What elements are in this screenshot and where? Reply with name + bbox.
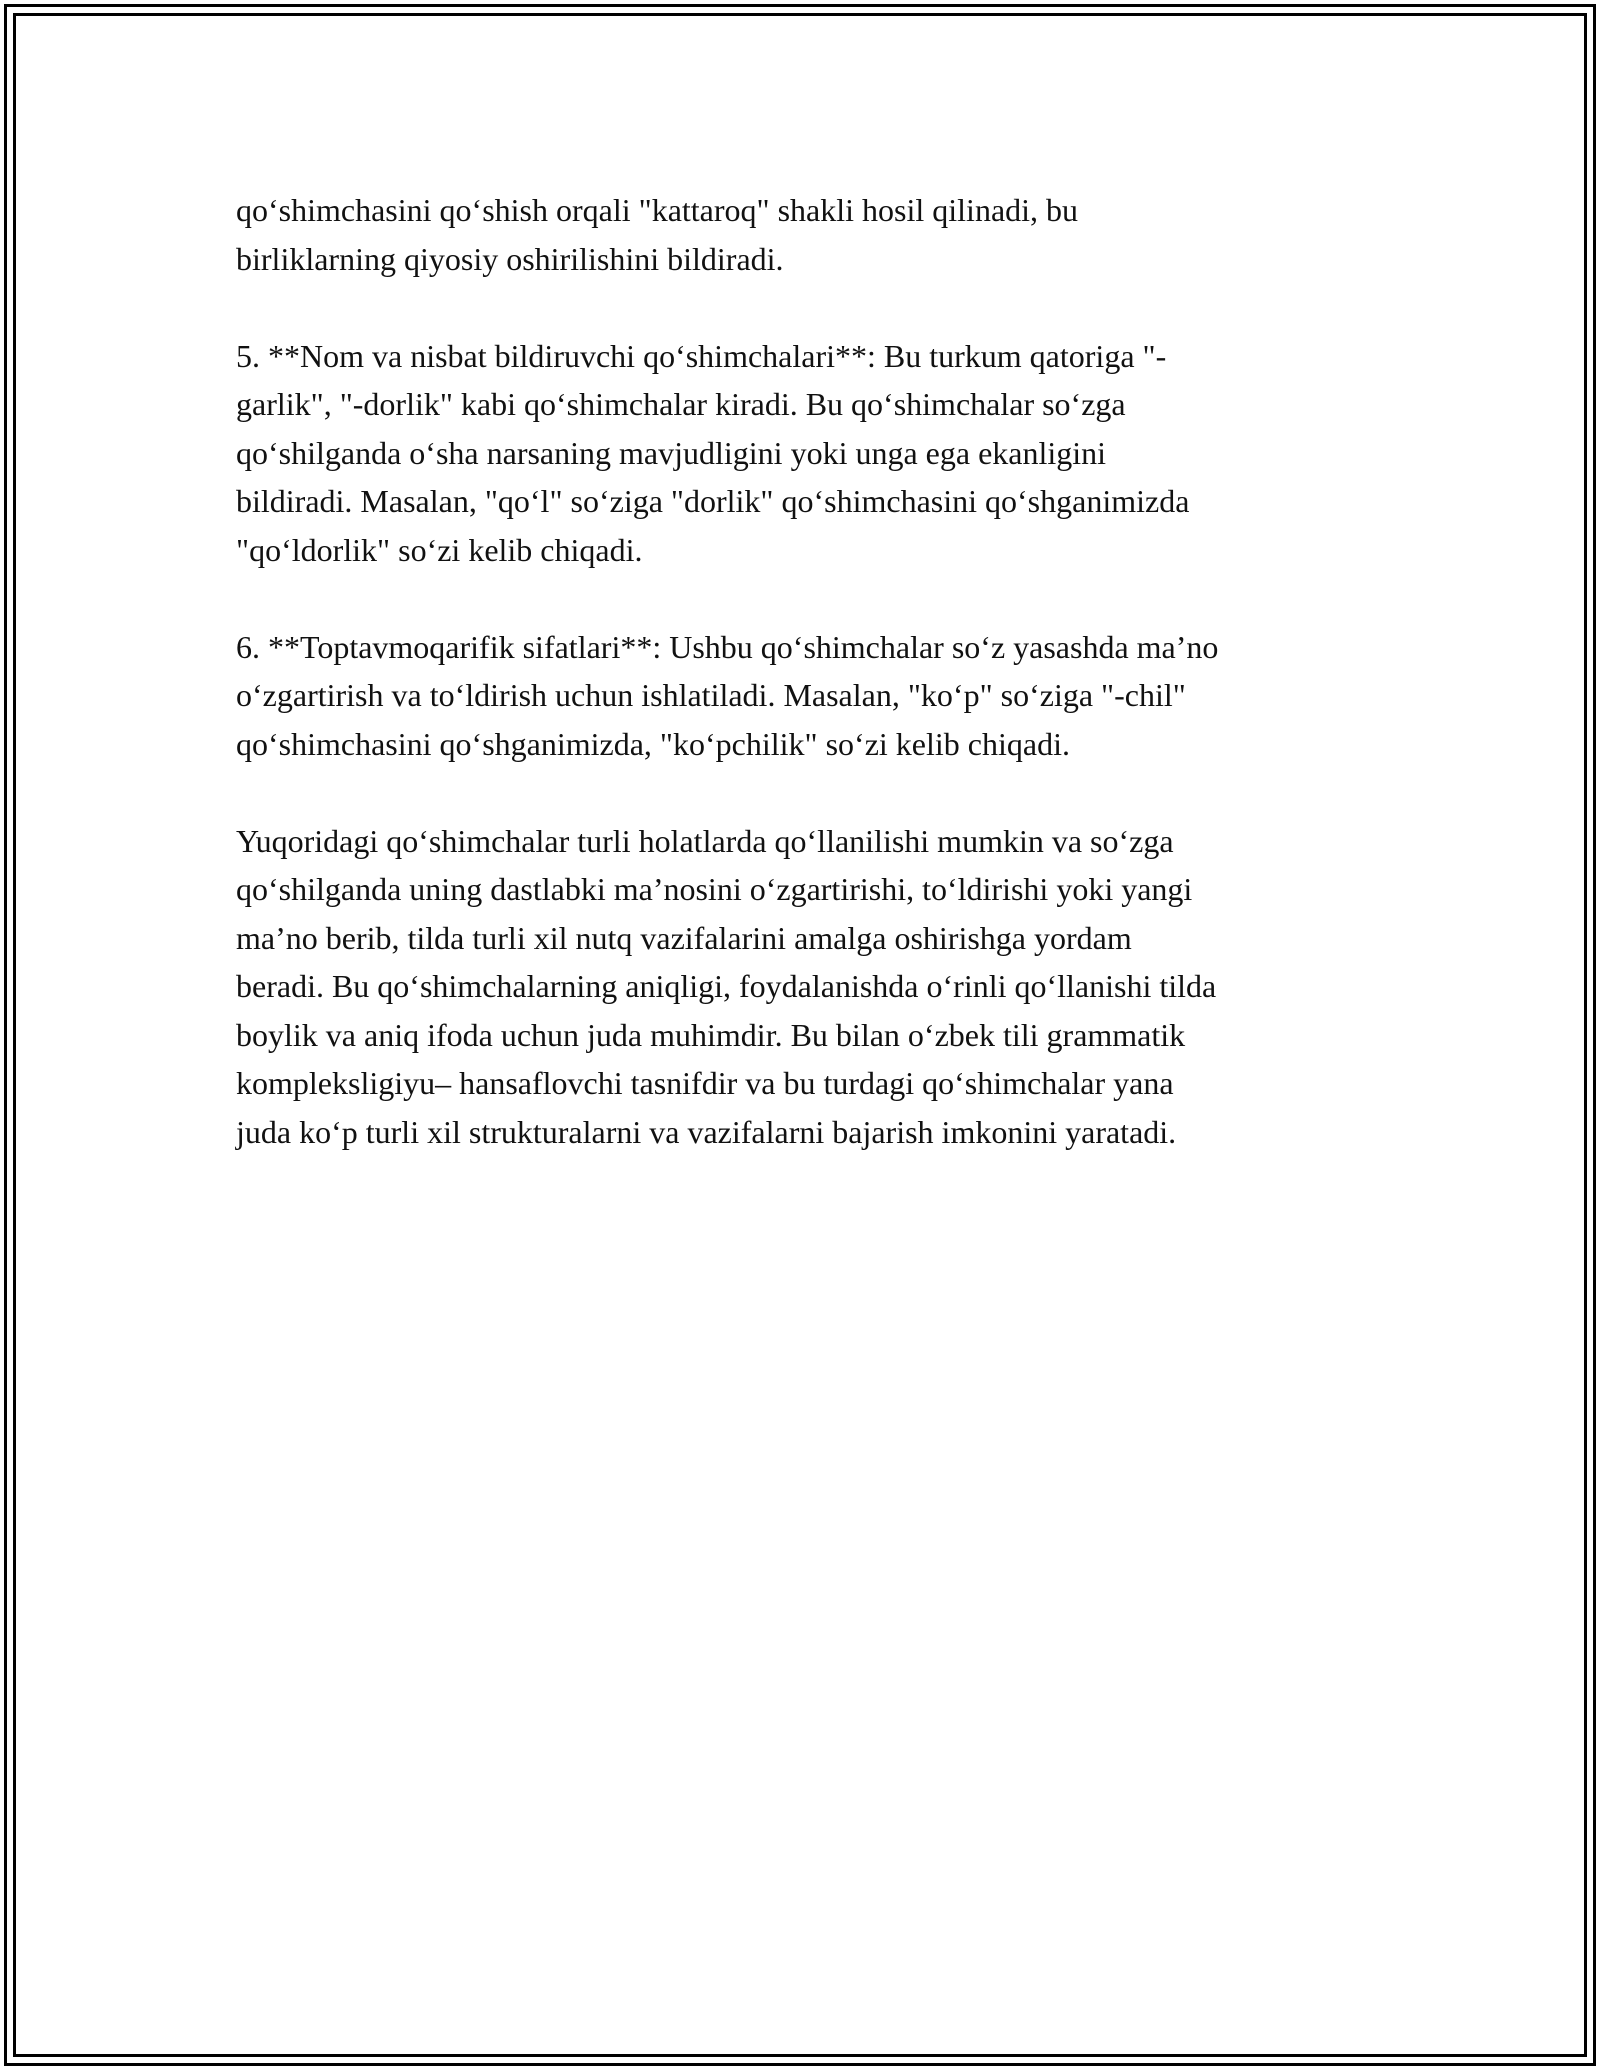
text-line: qo‘shimchasini qo‘shganimizda, "ko‘pchilik" so‘zi kelib chiqadi. [236,725,1070,762]
text-line: bildiradi. Masalan, "qo‘l" so‘ziga "dorlik" qo‘shimchasini qo‘shganimizda [236,483,1190,519]
text-line: birliklarning qiyosiy oshirilishini bildiradi. [236,240,784,277]
text-line: beradi. Bu qo‘shimchalarning aniqligi, foydalanishda o‘rinli qo‘llanishi tilda [236,968,1217,1004]
text-line: o‘zgartirish va to‘ldirish uchun ishlatiladi. Masalan, "ko‘p" so‘ziga "-chil" [236,677,1186,713]
paragraph-conclusion [236,817,1376,1157]
text-line: 6. **Toptavmoqarifik sifatlari**: Ushbu qo‘shimchalar so‘z yasashda ma’no [236,628,1219,665]
text-line: qo‘shimchasini qo‘shish orqali "kattaroq" shakli hosil qilinadi, bu [236,192,1079,228]
paragraph-item-5 [236,332,1376,575]
paragraph-continuation [236,186,1376,283]
text-line: ma’no berib, tilda turli xil nutq vazifalarini amalga oshirishga yordam [236,919,1132,956]
document-body [236,186,1376,1205]
text-line: kompleksligiyu– hansaflovchi tasnifdir va bu turdagi qo‘shimchalar yana [236,1065,1174,1101]
text-line: garlik", "-dorlik" kabi qo‘shimchalar kiradi. Bu qo‘shimchalar so‘zga [236,386,1126,422]
text-line: boylik va aniq ifoda uchun juda muhimdir. Bu bilan o‘zbek tili grammatik [236,1016,1186,1053]
text-line: 5. **Nom va nisbat bildiruvchi qo‘shimchalari**: Bu turkum qatoriga "- [236,337,1167,374]
text-line: Yuqoridagi qo‘shimchalar turli holatlarda qo‘llanilishi mumkin va so‘zga [236,822,1174,859]
text-line: qo‘shilganda o‘sha narsaning mavjudligini yoki unga ega ekanligini [236,434,1107,471]
paragraph-item-6 [236,623,1376,769]
text-line: juda ko‘p turli xil strukturalarni va vazifalarni bajarish imkonini yaratadi. [236,1113,1177,1150]
text-line: qo‘shilganda uning dastlabki ma’nosini o‘zgartirishi, to‘ldirishi yoki yangi [236,871,1193,907]
text-line: "qo‘ldorlik" so‘zi kelib chiqadi. [236,531,643,568]
